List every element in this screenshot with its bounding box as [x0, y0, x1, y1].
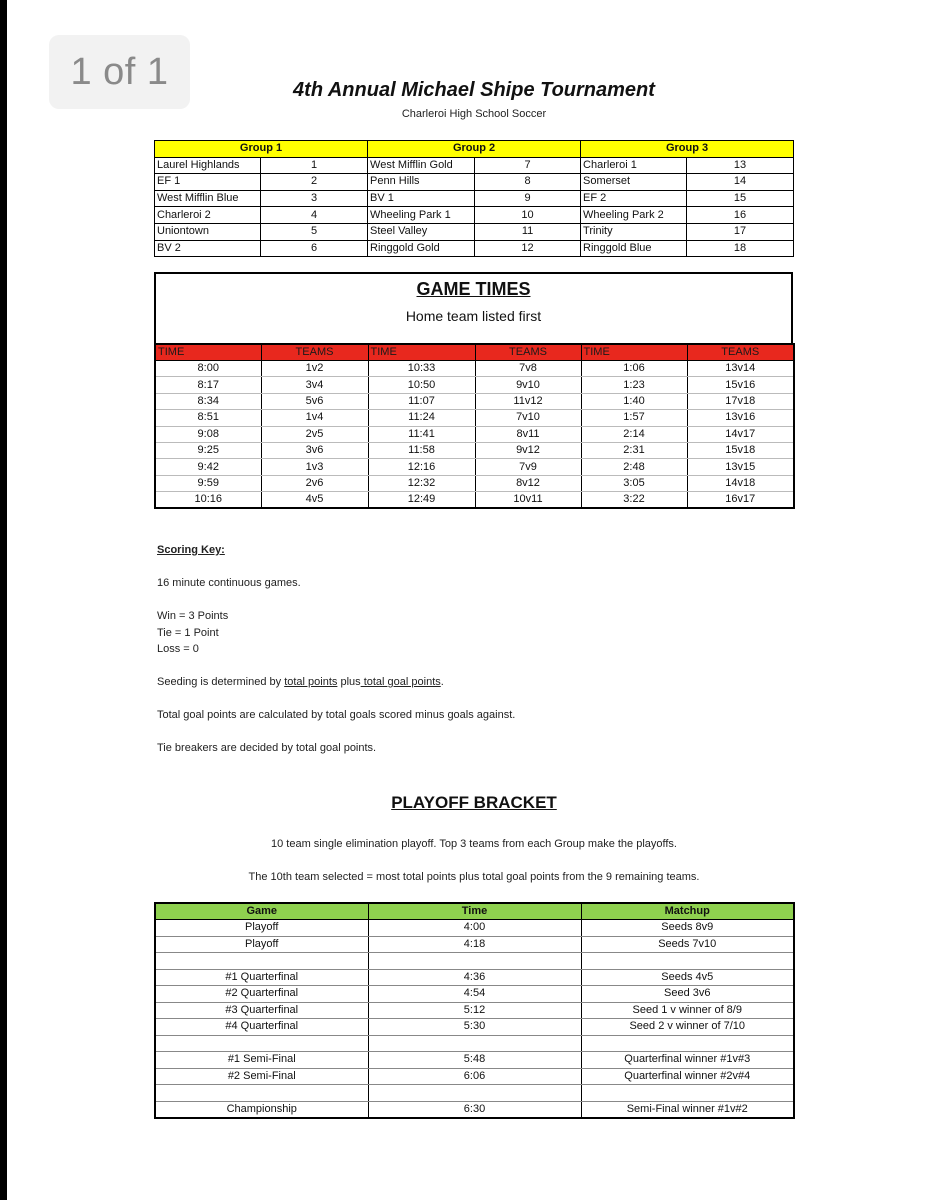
game-time-row	[155, 459, 794, 475]
playoff-matchup: Quarterfinal winner #2v#4	[581, 1068, 794, 1085]
game-matchup: 13v16	[687, 410, 794, 426]
page-indicator: 1 of 1	[49, 35, 190, 109]
game-time: 8:00	[155, 361, 261, 377]
game-time-row	[155, 442, 794, 458]
team-seed: 6	[261, 240, 368, 257]
game-time: 10:33	[368, 361, 475, 377]
seeding-end: .	[440, 676, 444, 688]
document-title	[0, 79, 948, 102]
game-matchup: 1v2	[261, 361, 368, 377]
game-matchup: 9v10	[475, 377, 581, 393]
seeding-plus: plus	[337, 676, 361, 688]
seeding-total-points: total points	[284, 676, 338, 688]
playoff-matchup	[581, 953, 794, 970]
col-time: Time	[368, 903, 581, 920]
team-seed: 14	[687, 174, 794, 191]
playoff-game	[155, 1085, 368, 1102]
playoff-line-2: The 10th team selected = most total points plus total goal points from the 9 remaining teams.	[248, 871, 700, 883]
game-time: 9:25	[155, 442, 261, 458]
team-name: EF 2	[581, 190, 687, 207]
game-time: 11:24	[368, 410, 475, 426]
playoff-bracket-title-text: PLAYOFF BRACKET	[391, 793, 557, 812]
game-matchup: 2v5	[261, 426, 368, 442]
group-row	[155, 223, 794, 240]
game-time: 11:58	[368, 442, 475, 458]
scoring-continuous: 16 minute continuous games.	[157, 577, 301, 589]
playoff-matchup: Seeds 4v5	[581, 969, 794, 986]
col-teams-3: TEAMS	[687, 344, 794, 361]
playoff-game: #2 Quarterfinal	[155, 986, 368, 1003]
playoff-time: 4:36	[368, 969, 581, 986]
playoff-time	[368, 953, 581, 970]
game-time: 2:31	[581, 442, 687, 458]
team-seed: 3	[261, 190, 368, 207]
playoff-row	[155, 953, 794, 970]
game-matchup: 8v11	[475, 426, 581, 442]
scoring-tie-breakers: Tie breakers are decided by total goal points.	[157, 742, 377, 754]
playoff-time: 4:00	[368, 920, 581, 937]
playoff-time: 5:30	[368, 1019, 581, 1036]
col-time-2: TIME	[368, 344, 475, 361]
game-matchup: 3v4	[261, 377, 368, 393]
team-seed: 8	[475, 174, 581, 191]
playoff-matchup: Seeds 8v9	[581, 920, 794, 937]
game-time: 12:49	[368, 492, 475, 509]
playoff-time: 5:12	[368, 1002, 581, 1019]
playoff-matchup: Seed 3v6	[581, 986, 794, 1003]
groups-table	[154, 140, 794, 257]
playoff-game: #4 Quarterfinal	[155, 1019, 368, 1036]
scoring-key-heading: Scoring Key:	[157, 544, 225, 556]
game-time: 3:05	[581, 475, 687, 491]
game-matchup: 17v18	[687, 393, 794, 409]
team-seed: 11	[475, 223, 581, 240]
seeding-prefix: Seeding is determined by	[157, 676, 285, 688]
game-matchup: 2v6	[261, 475, 368, 491]
group-2-header: Group 2	[368, 141, 581, 158]
playoff-time: 6:06	[368, 1068, 581, 1085]
game-time: 10:16	[155, 492, 261, 509]
team-name: Somerset	[581, 174, 687, 191]
game-matchup: 13v15	[687, 459, 794, 475]
game-matchup: 3v6	[261, 442, 368, 458]
game-matchup: 11v12	[475, 393, 581, 409]
game-time: 12:16	[368, 459, 475, 475]
team-name: BV 2	[155, 240, 261, 257]
game-time: 11:07	[368, 393, 475, 409]
group-row	[155, 240, 794, 257]
team-seed: 10	[475, 207, 581, 224]
game-time: 12:32	[368, 475, 475, 491]
team-name: Uniontown	[155, 223, 261, 240]
game-matchup: 4v5	[261, 492, 368, 509]
playoff-time: 5:48	[368, 1052, 581, 1069]
team-name: Wheeling Park 1	[368, 207, 475, 224]
seeding-goal-points: total goal points	[360, 676, 441, 688]
game-time: 9:59	[155, 475, 261, 491]
playoff-time: 4:18	[368, 936, 581, 953]
group-row	[155, 174, 794, 191]
game-times-header-box	[154, 272, 793, 344]
playoff-row	[155, 1035, 794, 1052]
team-name: Ringgold Blue	[581, 240, 687, 257]
team-name: Charleroi 1	[581, 157, 687, 174]
game-time-row	[155, 377, 794, 393]
game-matchup: 9v12	[475, 442, 581, 458]
playoff-row	[155, 936, 794, 953]
playoff-bracket-title	[0, 793, 948, 813]
team-seed: 13	[687, 157, 794, 174]
game-time: 2:14	[581, 426, 687, 442]
game-time-row	[155, 361, 794, 377]
game-matchup: 15v18	[687, 442, 794, 458]
game-matchup: 16v17	[687, 492, 794, 509]
playoff-row	[155, 1068, 794, 1085]
playoff-line-1: 10 team single elimination playoff. Top 3 teams from each Group make the playoffs.	[270, 838, 677, 850]
team-seed: 9	[475, 190, 581, 207]
playoff-time: 6:30	[368, 1101, 581, 1118]
game-time: 9:08	[155, 426, 261, 442]
game-matchup: 8v12	[475, 475, 581, 491]
game-time: 9:42	[155, 459, 261, 475]
playoff-game	[155, 1035, 368, 1052]
game-time-row	[155, 492, 794, 509]
group-row	[155, 157, 794, 174]
document-title-text: 4th Annual Michael Shipe Tournament	[293, 79, 655, 101]
team-seed: 2	[261, 174, 368, 191]
col-matchup: Matchup	[581, 903, 794, 920]
team-seed: 4	[261, 207, 368, 224]
group-row	[155, 190, 794, 207]
document-subtitle: Charleroi High School Soccer	[401, 108, 547, 120]
game-matchup: 7v9	[475, 459, 581, 475]
game-time: 8:17	[155, 377, 261, 393]
game-time: 11:41	[368, 426, 475, 442]
viewer-edge	[0, 0, 7, 1200]
game-time: 2:48	[581, 459, 687, 475]
playoff-game: #1 Quarterfinal	[155, 969, 368, 986]
playoff-header-row	[155, 903, 794, 920]
game-times-subtitle: Home team listed first	[405, 308, 542, 324]
playoff-game: #3 Quarterfinal	[155, 1002, 368, 1019]
playoff-row	[155, 1019, 794, 1036]
game-matchup: 13v14	[687, 361, 794, 377]
col-time-1: TIME	[155, 344, 261, 361]
playoff-time: 4:54	[368, 986, 581, 1003]
game-time-row	[155, 393, 794, 409]
team-name: Steel Valley	[368, 223, 475, 240]
team-name: Laurel Highlands	[155, 157, 261, 174]
game-matchup: 7v8	[475, 361, 581, 377]
col-teams-2: TEAMS	[475, 344, 581, 361]
game-times-table	[154, 343, 795, 509]
game-time: 8:34	[155, 393, 261, 409]
game-times-title-text: GAME TIMES	[416, 279, 531, 299]
game-time-row	[155, 410, 794, 426]
team-seed: 18	[687, 240, 794, 257]
game-time: 3:22	[581, 492, 687, 509]
scoring-win: Win = 3 Points	[157, 610, 229, 622]
team-seed: 12	[475, 240, 581, 257]
game-matchup: 1v3	[261, 459, 368, 475]
col-time-3: TIME	[581, 344, 687, 361]
game-time: 1:23	[581, 377, 687, 393]
groups-header-row	[155, 141, 794, 158]
scoring-loss: Loss = 0	[157, 643, 199, 655]
playoff-game: #2 Semi-Final	[155, 1068, 368, 1085]
playoff-row	[155, 1052, 794, 1069]
playoff-row	[155, 1085, 794, 1102]
playoff-time	[368, 1035, 581, 1052]
playoff-game	[155, 953, 368, 970]
team-name: Trinity	[581, 223, 687, 240]
game-times-header-row	[155, 344, 794, 361]
playoff-matchup: Quarterfinal winner #1v#3	[581, 1052, 794, 1069]
playoff-matchup: Seed 2 v winner of 7/10	[581, 1019, 794, 1036]
game-time: 1:57	[581, 410, 687, 426]
game-matchup: 7v10	[475, 410, 581, 426]
playoff-table	[154, 902, 795, 1119]
team-seed: 1	[261, 157, 368, 174]
playoff-matchup: Seeds 7v10	[581, 936, 794, 953]
game-times-title	[156, 279, 791, 300]
team-seed: 7	[475, 157, 581, 174]
scoring-seeding	[157, 676, 444, 688]
team-name: West Mifflin Blue	[155, 190, 261, 207]
scoring-goal-points: Total goal points are calculated by total goals scored minus goals against.	[157, 709, 516, 721]
game-time: 1:06	[581, 361, 687, 377]
game-matchup: 14v18	[687, 475, 794, 491]
game-matchup: 10v11	[475, 492, 581, 509]
playoff-matchup: Semi-Final winner #1v#2	[581, 1101, 794, 1118]
playoff-game: Playoff	[155, 936, 368, 953]
game-time-row	[155, 475, 794, 491]
team-seed: 17	[687, 223, 794, 240]
game-matchup: 5v6	[261, 393, 368, 409]
game-matchup: 1v4	[261, 410, 368, 426]
playoff-matchup	[581, 1035, 794, 1052]
playoff-matchup: Seed 1 v winner of 8/9	[581, 1002, 794, 1019]
team-name: BV 1	[368, 190, 475, 207]
team-seed: 15	[687, 190, 794, 207]
col-game: Game	[155, 903, 368, 920]
group-row	[155, 207, 794, 224]
team-seed: 16	[687, 207, 794, 224]
playoff-row	[155, 969, 794, 986]
game-time: 10:50	[368, 377, 475, 393]
playoff-row	[155, 1101, 794, 1118]
scoring-tie: Tie = 1 Point	[157, 627, 219, 639]
team-seed: 5	[261, 223, 368, 240]
game-time: 8:51	[155, 410, 261, 426]
col-teams-1: TEAMS	[261, 344, 368, 361]
playoff-row	[155, 986, 794, 1003]
playoff-game: Championship	[155, 1101, 368, 1118]
group-1-header: Group 1	[155, 141, 368, 158]
game-time-row	[155, 426, 794, 442]
team-name: West Mifflin Gold	[368, 157, 475, 174]
playoff-matchup	[581, 1085, 794, 1102]
game-matchup: 15v16	[687, 377, 794, 393]
playoff-row	[155, 920, 794, 937]
playoff-row	[155, 1002, 794, 1019]
game-matchup: 14v17	[687, 426, 794, 442]
team-name: Charleroi 2	[155, 207, 261, 224]
playoff-game: Playoff	[155, 920, 368, 937]
playoff-game: #1 Semi-Final	[155, 1052, 368, 1069]
team-name: Wheeling Park 2	[581, 207, 687, 224]
group-3-header: Group 3	[581, 141, 794, 158]
team-name: Penn Hills	[368, 174, 475, 191]
team-name: EF 1	[155, 174, 261, 191]
playoff-time	[368, 1085, 581, 1102]
game-time: 1:40	[581, 393, 687, 409]
team-name: Ringgold Gold	[368, 240, 475, 257]
